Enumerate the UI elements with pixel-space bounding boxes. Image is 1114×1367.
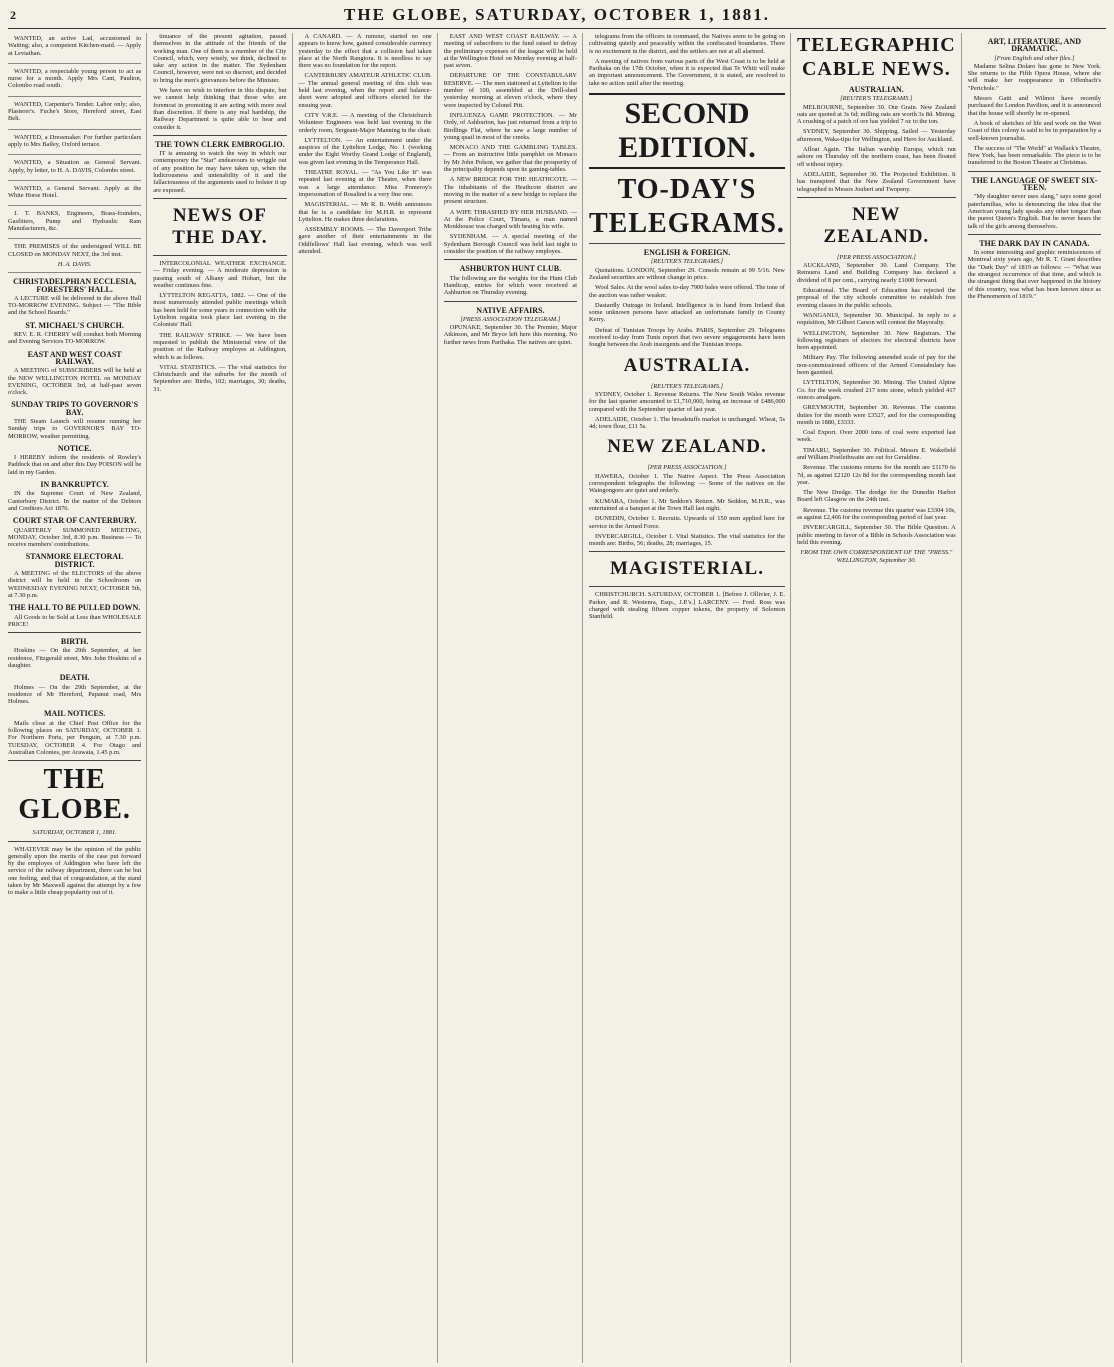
australian-heading: AUSTRALIAN. — [848, 85, 904, 94]
classified-ad — [8, 157, 141, 181]
divider — [8, 632, 141, 633]
dark-day-body: In some interesting and graphic reminiscences of Montreal sixty years ago, Mr R. T. Grant describes the "Dark Day" of 1819 as follows: — "What was the strangest occurrence of that time, and which is the strangest thing that ever happened in the history of this country, was what has been known since as the Phenomenon of 1819." — [967, 249, 1101, 300]
english-foreign-source: [REUTER'S TELEGRAMS.] — [650, 258, 724, 266]
news-item: MAGISTERIAL. — Mr R. B. Webb announces that he is a candidate for M.H.R. to represent Lyttelton. He makes three declarations. — [298, 201, 432, 223]
news-item: MONACO AND THE GAMBLING TABLES. — From an instructive little pamphlet on Monaco by Mr John Polson, we gather that the prosperity of the principality depends upon its gaming-tables. — [443, 144, 577, 174]
notice-text: THE PREMISES of the undersigned WILL BE CLOSED on MONDAY NEXT, the 3rd inst. — [8, 243, 142, 258]
lecture-heading: CHRISTADELPHIAN ECCLESIA, FORESTERS' HALL. — [13, 277, 137, 294]
births-heading: BIRTH. — [60, 637, 89, 647]
telegram-item: DUNEDIN, October 1. Recruits. Upwards of 150 men applied here for service in the Armed Force. — [589, 515, 785, 530]
notice-body: I HEREBY inform the residents of Rowley's Paddock that on and after this Day POISON will be laid in my Garden. — [8, 454, 142, 476]
correspondent-note: FROM THE OWN CORRESPONDENT OF THE "PRESS." WELLINGTON, September 30. — [800, 549, 953, 564]
news-of-the-day-heading: NEWS OF THE DAY. — [172, 204, 268, 248]
telegram-item: SYDNEY, October 1. Revenue Returns. The New South Wales revenue for the last quarter amounted to £1,710,000, being an increase of £486,000 compared with the September quarter of last year. — [589, 390, 785, 413]
news-item: THEATRE ROYAL. — "As You Like It" was repeated last evening at the Theatre, when there was a large attendance. Miss Pomeroy's impersonation of Rosalind is a very fine one. — [298, 169, 432, 198]
telegram-item: HAWERA, October 1. The Native Aspect. The Press Association correspondent telegraphs the following: — Some of the natives on the Waingongoro are quiet and orderly. — [589, 472, 785, 495]
divider — [444, 301, 577, 302]
divider — [8, 841, 141, 842]
ad-text: WANTED, a Dressmaker. For further particulars apply to Mrs Bailey, Oxford terrace. — [8, 133, 142, 148]
article-body: A meeting of natives from various parts of the West Coast is to be held at Parihaka on the 17th October, when it is expected that Te Whiti will make an important announcement. The Government, it is stated, are resolved to take no action until after the meeting. — [589, 57, 785, 87]
news-item: CITY V.R.E. — A meeting of the Christchurch Volunteer Engineers was held last evening in the orderly room, Sergeant-Major Manning in the chair. — [298, 111, 432, 134]
ad-text: WANTED, an active Lad, accustomed to Waiting; also, a competent Kitchen-maid. — Apply at Leviathan. — [8, 35, 142, 57]
column-2 — [153, 33, 292, 1363]
ad-text: WANTED, a General Servant. Apply at the White Horse Hotel. — [8, 184, 142, 200]
telegram-item: KUMARA, October 1. Mr Seddon's Return. Mr Seddon, M.H.R., was entertained at a banquet at the Town Hall last night. — [589, 497, 785, 512]
mail-body: Mails close at the Chief Post Office for the following places on SATURDAY, OCTOBER 1. For Northern Ports, per Penguin, at 7.30 p.m. TUESDAY, OCTOBER 4. For Otago and Australian Colonies, per Arawata, 1.45 p.m. — [8, 719, 142, 756]
deaths-body: Holmes — On the 29th September, at the residence of Mr Hereford, Papanui road, Mrs Holmes. — [8, 683, 142, 706]
bankruptcy-heading: IN BANKRUPTCY. — [40, 480, 109, 490]
ashburton-heading: ASHBURTON HUNT CLUB. — [459, 264, 562, 274]
article-item: Messrs Gatti and Wilmot have recently purchased the London Pavilion, and it is announced that the house will shortly be re-opened. — [967, 95, 1101, 117]
news-item: INFLUENZA GAME PROTECTION. — Mr Ordy, of Ashburton, has just returned from a trip to Birdlings Flat, where he saw a large number of young quail in most of the creeks. — [443, 111, 577, 141]
cable-item: Revenue. The customs revenue this quarter was £3304 10s, as against £2,466 for the corresponding period of last year. — [796, 506, 956, 522]
bankruptcy-body: IN the Supreme Court of New Zealand, Canterbury District. In the matter of the Debtors and Creditors Act 1876. — [8, 490, 142, 512]
classified-ad — [8, 183, 141, 207]
telegram-item: Wool Sales. At the wool sales to-day 7900 bales were offered. The tone of the auction was rather weaker. — [589, 284, 785, 299]
classified-ad — [8, 66, 141, 97]
court-heading: COURT STAR OF CANTERBURY. — [12, 516, 137, 526]
railway-meeting-body: A MEETING of SUBSCRIBERS will be held at the NEW WELLINGTON HOTEL on MONDAY EVENING, OCTOBER 3rd, at half-past seven o'clock. — [8, 367, 142, 397]
cable-item: TIMARU, September 30. Political. Messrs E. Wakefield and William Postlethwaite are out for Geraldine. — [796, 446, 956, 461]
english-foreign-heading: ENGLISH & FOREIGN. — [643, 248, 731, 258]
column-1 — [8, 33, 147, 1363]
cable-item: Revenue. The customs returns for the month are £1170 6s 7d, as against £2120 12s 8d for the corresponding month last year. — [796, 464, 956, 486]
article-body: We have no wish to interfere in this dispute, but we cannot help thinking that those who are foremost in promoting it are acting with more zeal than discretion. If there is any real hardship, the Railway Department is quite able to hear and consider it. — [153, 87, 287, 131]
column-5 — [589, 33, 791, 1363]
closing-notice — [8, 241, 141, 273]
lecture-body: A LECTURE will be delivered in the above Hall TO-MORROW EVENING. Subject — "The Bible and the School Boards." — [8, 294, 142, 317]
embroglio-heading: THE TOWN CLERK EMBROGLIO. — [155, 139, 285, 149]
column-6 — [797, 33, 962, 1363]
article-item: The success of "The World" at Wallack's Theatre, New York, has been remarkable. The piece is to be transferred to the Boston Theatre at Christmas. — [967, 144, 1101, 167]
sunday-trips-body: THE Steam Launch will resume running her Sunday trips to GOVERNOR'S BAY TO-MORROW, weather permitting. — [8, 417, 142, 440]
telegram-item: Defeat of Tunisian Troops by Arabs. PARIS, September 29. Telegrams received to-day from Tunis report that two severe engagements have been fought between the Arab insurgents and the Tunisian troops. — [589, 326, 785, 349]
news-item: VITAL STATISTICS. — The vital statistics for Christchurch and the suburbs for the month of September are: Births, 102; marriages, 30; deaths, 31. — [153, 363, 287, 393]
native-affairs-source: [PRESS ASSOCIATION TELEGRAM.] — [460, 315, 561, 323]
new-zealand-heading: NEW ZEALAND. — [823, 203, 930, 247]
news-item: EAST AND WEST COAST RAILWAY. — A meeting of subscribers to the fund raised to defray the preliminary expenses of the league will be held at the Wellington Hotel on Monday evening at half-past seven. — [443, 33, 577, 70]
divider — [589, 551, 785, 552]
notice-signature: H. A. DAVIS. — [57, 260, 92, 268]
new-zealand-source: [PER PRESS ASSOCIATION.] — [836, 253, 916, 261]
stanmore-body: A MEETING of the ELECTORS of the above district will be held in the Schoolroom on WEDNESDAY EVENING NEXT, OCTOBER 5th, at 7.30 p.m. — [8, 570, 142, 599]
native-affairs-body: OPUNAKE, September 30. The Premier, Major Atkinson, and Mr Bryce left here this morning. No further news from Parihaka. The natives are quiet. — [443, 324, 577, 346]
deaths-heading: DEATH. — [59, 673, 90, 683]
divider — [968, 171, 1101, 172]
telegram-item: INVERCARGILL, October 1. Vital Statistics. The vital statistics for the month are: Births, 56; deaths, 28; marriages, 15. — [589, 532, 785, 548]
news-item: A CANARD. — A rumour, started no one appears to know how, gained considerable currency yesterday to the effect that a collision had taken place at the North Rangiora. It is needless to say there was no foundation for the report. — [298, 33, 432, 70]
todays-heading: TO-DAY'S — [617, 174, 757, 206]
magisterial-heading: MAGISTERIAL. — [609, 558, 764, 580]
church-body: REV. E. R. CHERRY will conduct both Morning and Evening Services TO-MORROW. — [8, 331, 142, 346]
news-item: A NEW BRIDGE FOR THE HEATHCOTE. — The inhabitants of the Heathcote district are moving in the matter of a new bridge to replace the present structure. — [443, 176, 577, 206]
cable-item: Afloat Again. The Italian warship Europa, which ran ashore on Thursday off the northern coast, has been floated off without injury. — [796, 146, 956, 168]
divider — [153, 135, 286, 136]
language-heading: THE LANGUAGE OF SWEET SIX-TEEN. — [971, 175, 1098, 193]
telegraphic-heading: TELEGRAPHIC — [796, 34, 956, 56]
stanmore-heading: STANMORE ELECTORAL DISTRICT. — [25, 552, 124, 569]
new-zealand-source: [PER PRESS ASSOCIATION.] — [647, 464, 727, 472]
classified-ad — [8, 208, 141, 239]
cable-item: Educational. The Board of Education has rejected the proposal of the city schools committee to establish free evening classes in the public schools. — [796, 287, 956, 309]
embroglio-body: IT is amusing to watch the way in which our contemporary the "Star" endeavours to wriggle out of any position he may have taken up, when the ludicrousness and untenability of it and the fallaciousness of the arguments used to bolster it up are exposed. — [153, 150, 287, 194]
cable-item: WELLINGTON, September 30. New Registrars. The following registrars of electors for electoral districts have been appointed. — [796, 329, 956, 352]
magisterial-body: CHRISTCHURCH. SATURDAY, OCTOBER 1. [Before J. Ollivier, J. E. Parker, and R. Westenra, Esqs., J.P.'s.] LARCENY. — Fred. Ross was charged with stealing fifteen copper tokens, the property of Solomon Stanfield. — [589, 591, 785, 621]
columns — [8, 33, 1106, 1363]
divider — [797, 197, 956, 198]
hall-body: All Goods to be Sold at Less than WHOLESALE PRICE! — [8, 613, 142, 628]
telegram-item: Quotations. LONDON, September 29. Consols remain at 99 5/16. New Zealand securities are without change in price. — [589, 266, 785, 281]
news-item: INTERCOLONIAL WEATHER EXCHANGE. — Friday evening. — A moderate depression is passing south of Albany and Hobart, but the weather continues fine. — [153, 259, 287, 289]
leader-article: WHATEVER may be the opinion of the public generally upon the merits of the case put forward by the employes of Addington who have left the service of the railway department, there can be but one feeling, and that of congratulation, at the stand taken by Mr Maxwell against the attempt by a few to make a little cheap popularity out of it. — [8, 845, 142, 897]
cable-item: Military Pay. The following amended scale of pay for the non-commissioned officers of the Armed Constabulary has been gazetted. — [796, 354, 956, 377]
births-body: Hoskins — On the 29th September, at her residence, Fitzgerald street, Mrs John Hoskins of a daughter. — [8, 647, 142, 669]
australia-source: [REUTER'S TELEGRAMS.] — [650, 382, 724, 390]
paper-title: THE GLOBE. — [18, 764, 131, 826]
court-body: QUARTERLY SUMMONED MEETING, MONDAY, October 3rd, 8.30 p.m. Business — To receive members' contributions. — [8, 526, 142, 549]
page-number: 2 — [10, 8, 18, 22]
hall-heading: THE HALL TO BE PULLED DOWN. — [8, 603, 141, 613]
cable-item: AUCKLAND, September 30. Land Company. The Remuera Land and Building Company has declared a dividend of 8 per cent., carrying nearly £1000 forward. — [796, 262, 956, 284]
cable-item: MELBOURNE, September 30. Our Grain. New Zealand oats are quoted at 3s 6d; milling oats are worth 3s 8d. Mining. A crushing of a patch of ore has yielded 7 oz to the ton. — [796, 103, 956, 126]
ashburton-body: The following are the weights for the Hunt Club Handicap, entries for which were received at Ashburton on Thursday evening. — [443, 274, 577, 297]
divider — [589, 586, 785, 587]
news-item: CANTERBURY AMATEUR ATHLETIC CLUB. — The annual general meeting of this club was held last evening, when the report and balance-sheet were adopted and officers elected for the ensuing year. — [298, 72, 432, 109]
sunday-trips-heading: SUNDAY TRIPS TO GOVERNOR'S BAY. — [11, 400, 139, 417]
australia-heading: AUSTRALIA. — [623, 354, 751, 376]
notice-heading: NOTICE. — [57, 443, 92, 453]
telegram-item: Dastardly Outrage in Ireland. Intelligence is to hand from Ireland that some unknown persons have attacked an unfortunate family in County Kerry. — [589, 301, 785, 324]
classified-ad — [8, 99, 141, 130]
article-item: A book of sketches of life and work on the West Coast of this colony is said to be in preparation by a well-known journalist. — [967, 119, 1101, 142]
ad-text: WANTED, a respectable young person to act as nurse for a month. Apply Mrs Cant, Paulton, Colombo road south. — [8, 67, 142, 90]
divider — [153, 198, 286, 199]
masthead-title: THE GLOBE, SATURDAY, OCTOBER 1, 1881. — [344, 5, 770, 24]
news-item: SYDENHAM. — A special meeting of the Sydenham Borough Council was held last night to consider the position of the railway employes. — [443, 233, 577, 256]
telegram-item: ADELAIDE, October 1. The breadstuffs market is unchanged. Wheat, 5s 4d; town flour, £11 5s. — [589, 415, 785, 431]
article-body: Madame Selina Dolaro has gone to New York. She returns to the Fifth Opera House, where she will make her reappearance in Offenbach's "Perichole." — [967, 62, 1101, 92]
news-item: THE RAILWAY STRIKE. — We have been requested to publish the Ministerial view of the position of the Railway employes at Addington, which is as follows. — [153, 331, 287, 361]
mail-heading: MAIL NOTICES. — [43, 709, 106, 719]
cable-item: GREYMOUTH, September 30. Revenue. The customs duties for the month were £3527, and for the corresponding month in 1880, £3333. — [796, 404, 956, 426]
news-item: LYTTELTON. — An entertainment under the auspices of the Lyttelton Lodge, No. 1 (working under the Eight Worthy Grand Lodge of England), was given last evening in the Temperance Hall. — [298, 136, 432, 166]
cable-item: Coal Export. Over 2000 tons of coal were exported last week. — [796, 429, 956, 444]
cable-item: ADELAIDE, September 30. The Projected Exhibition. It has transpired that the New Zealand Government have telegraphed to Messrs Joubert and Twopeny. — [796, 170, 956, 193]
railway-meeting-heading: EAST AND WEST COAST RAILWAY. — [27, 349, 122, 366]
column-7 — [968, 33, 1106, 1363]
divider — [968, 234, 1101, 235]
language-body: "My daughter never uses slang," says some good paterfamilias, who is denouncing the idea that the American young lady speaks any other tongue than the purest Queen's English. But he never hears the talk of the girls among themselves. — [967, 193, 1101, 230]
ad-text: J. T. BANKS, Engineers, Brass-founders, Gasfitters, Pump and Hydraulic Ram Manufacturers, &c. — [8, 210, 142, 233]
cable-item: WANGANUI, September 30. Municipal. In reply to a requisition, Mr Gilbert Carson will contest the Mayoralty. — [796, 311, 956, 327]
dark-day-heading: THE DARK DAY IN CANADA. — [979, 238, 1090, 248]
cable-item: LYTTELTON, September 30. Mining. The United Alpine Co. for the week crushed 217 tons stone, which yielded 417 ounces amalgam. — [796, 379, 956, 401]
cable-item: The New Dredge. The dredge for the Dunedin Harbor Board left Glasgow on the 24th inst. — [796, 489, 956, 504]
native-affairs-heading: NATIVE AFFAIRS. — [476, 305, 545, 315]
second-edition-banner: SECOND EDITION. — [589, 93, 785, 169]
news-item: A WIFE THRASHED BY HER HUSBAND. — At the Police Court, Timaru, a man named Monkhouse was charged with beating his wife. — [443, 208, 577, 231]
cable-news-heading: CABLE NEWS. — [801, 58, 951, 80]
ad-text: WANTED, a Situation as General Servant. Apply, by letter, to H. A. DAVIS, Colombo street. — [8, 159, 142, 174]
cable-item: INVERCARGILL, September 30. The Bible Question. A public meeting in favor of a Bible in Schools Association was held this evening. — [796, 524, 956, 546]
divider — [444, 259, 577, 260]
classified-ad — [8, 132, 141, 156]
classified-ad — [8, 33, 141, 64]
news-item: ASSEMBLY ROOMS. — The Davenport Tribe gave another of their entertainments in the Oddfellows' Hall last evening, which was well attended. — [298, 226, 432, 256]
paper-date: SATURDAY, OCTOBER 1, 1881. — [32, 829, 117, 837]
church-heading: ST. MICHAEL'S CHURCH. — [25, 320, 124, 330]
masthead — [8, 4, 1106, 29]
telegrams-heading: TELEGRAMS. — [589, 208, 785, 240]
article-body: tinuance of the present agitation, passed themselves in the attitude of the friends of the working man. One of them is a member of the City Council, which, very wisely, we think, declined to take any action in the matter. The Sydenham Council, however, were not so discreet, and decided to bring the men's grievances before the Minister. — [153, 33, 287, 84]
news-item: LYTTELTON REGATTA, 1882. — One of the most numerously attended public meetings which has been held for some years in connection with the Lyttelton regatta took place last evening in the Colonists' Hall. — [153, 292, 287, 329]
article-body: telegrams from the officers in command, the Natives seem to be going on cultivating quietly and peaceably within the confiscated boundaries. There is no excitement in the district, and the settlers are not at all alarmed. — [589, 33, 785, 55]
art-literature-source: [From English and other files.] — [994, 54, 1075, 62]
ad-text: WANTED, Carpenter's Tender. Labor only; also, Plasterer's. Fuche's Store, Hereford street, East Belt. — [8, 100, 142, 123]
new-zealand-heading: NEW ZEALAND. — [607, 436, 767, 458]
divider — [589, 243, 785, 244]
cable-item: SYDNEY, September 30. Shipping. Sailed — Yesterday afternoon, Waka-tipu for Wellington, and Hero for Auckland. — [796, 128, 956, 143]
news-item: DEPARTURE OF THE CONSTABULARY RESERVE. — The men stationed at Lyttelton to the number of 100, assembled at the Drill-shed yesterday morning at eleven o'clock, where they were inspected by Colonel Pitt. — [443, 72, 577, 109]
art-literature-heading: ART, LITERATURE, AND DRAMATIC. — [987, 37, 1081, 54]
column-3 — [299, 33, 438, 1363]
australian-source: [REUTER'S TELEGRAMS.] — [840, 95, 913, 103]
column-4 — [444, 33, 583, 1363]
divider — [8, 760, 141, 761]
divider — [153, 255, 286, 256]
